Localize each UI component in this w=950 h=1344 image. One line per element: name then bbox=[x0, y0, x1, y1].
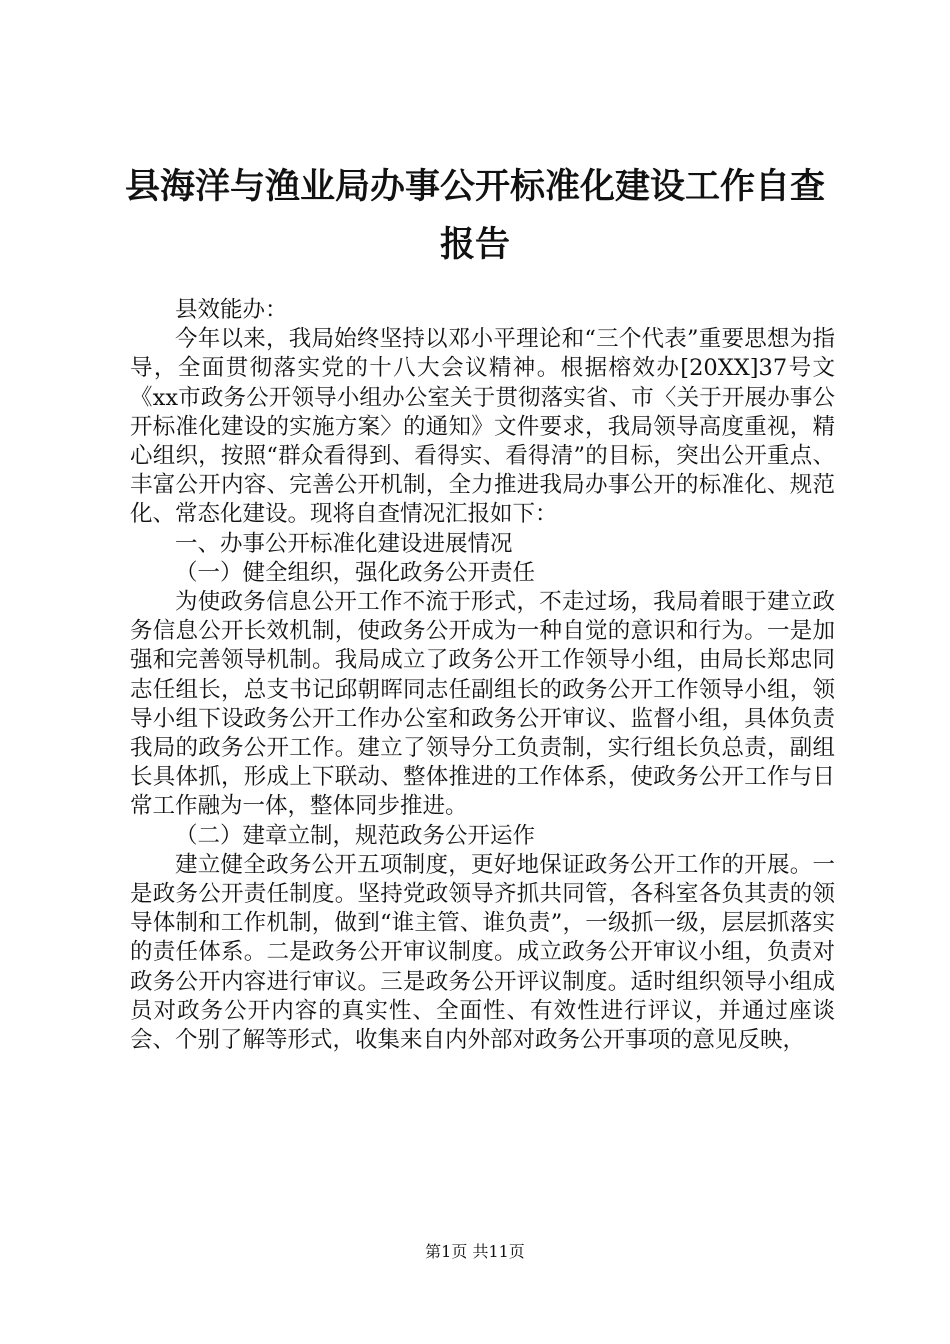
document-body bbox=[130, 296, 835, 1055]
subsection-heading-2: （二）建章立制，规范政务公开运作 bbox=[175, 822, 536, 849]
section-heading-1: 一、办事公开标准化建设进展情况 bbox=[175, 530, 513, 557]
body-paragraph-2: 建立健全政务公开五项制度，更好地保证政务公开工作的开展。一是政务公开责任制度。坚持党政领导齐抓共同管，各科室各负其责的领导体制和工作机制，做到“谁主管、谁负责”，一级抓一级，层层抓落实的责任体系。二是政务公开审议制度。成立政务公开审议小组，负责对政务公开内容进行审议。三是政务公开评议制度。适时组织领导小组成员对政务公开内容的真实性、全面性、有效性进行评议，并通过座谈会、个别了解等形式，收集来自内外部对政务公开事项的意见反映， bbox=[130, 851, 835, 1054]
intro-paragraph: 今年以来，我局始终坚持以邓小平理论和“三个代表”重要思想为指导，全面贯彻落实党的十八大会议精神。根据榕效办[20XX]37号文《xx市政务公开领导小组办公室关于贯彻落实省、市〈关于开展办事公开标准化建设的实施方案〉的通知》文件要求，我局领导高度重视，精心组织，按照“群众看得到、看得实、看得清”的目标，突出公开重点、丰富公开内容、完善公开机制，全力推进我局办事公开的标准化、规范化、常态化建设。现将自查情况汇报如下： bbox=[130, 326, 835, 528]
document-title: 县海洋与渔业局办事公开标准化建设工作自查报告 bbox=[124, 166, 825, 265]
body-paragraph-1: 为使政务信息公开工作不流于形式，不走过场，我局着眼于建立政务信息公开长效机制，使政务公开成为一种自觉的意识和行为。一是加强和完善领导机制。我局成立了政务公开工作领导小组，由局长郑忠同志任组长，总支书记邱朝晖同志任副组长的政务公开工作领导小组，领导小组下设政务公开工作办公室和政务公开审议、监督小组，具体负责我局的政务公开工作。建立了领导分工负责制，实行组长负总责，副组长具体抓，形成上下联动、整体推进的工作体系，使政务公开工作与日常工作融为一体，整体同步推进。 bbox=[130, 589, 835, 820]
salutation: 县效能办： bbox=[175, 297, 288, 323]
page-number-footer: 第1页 共11页 bbox=[425, 1242, 525, 1261]
subsection-heading-1: （一）健全组织，强化政务公开责任 bbox=[175, 559, 536, 586]
